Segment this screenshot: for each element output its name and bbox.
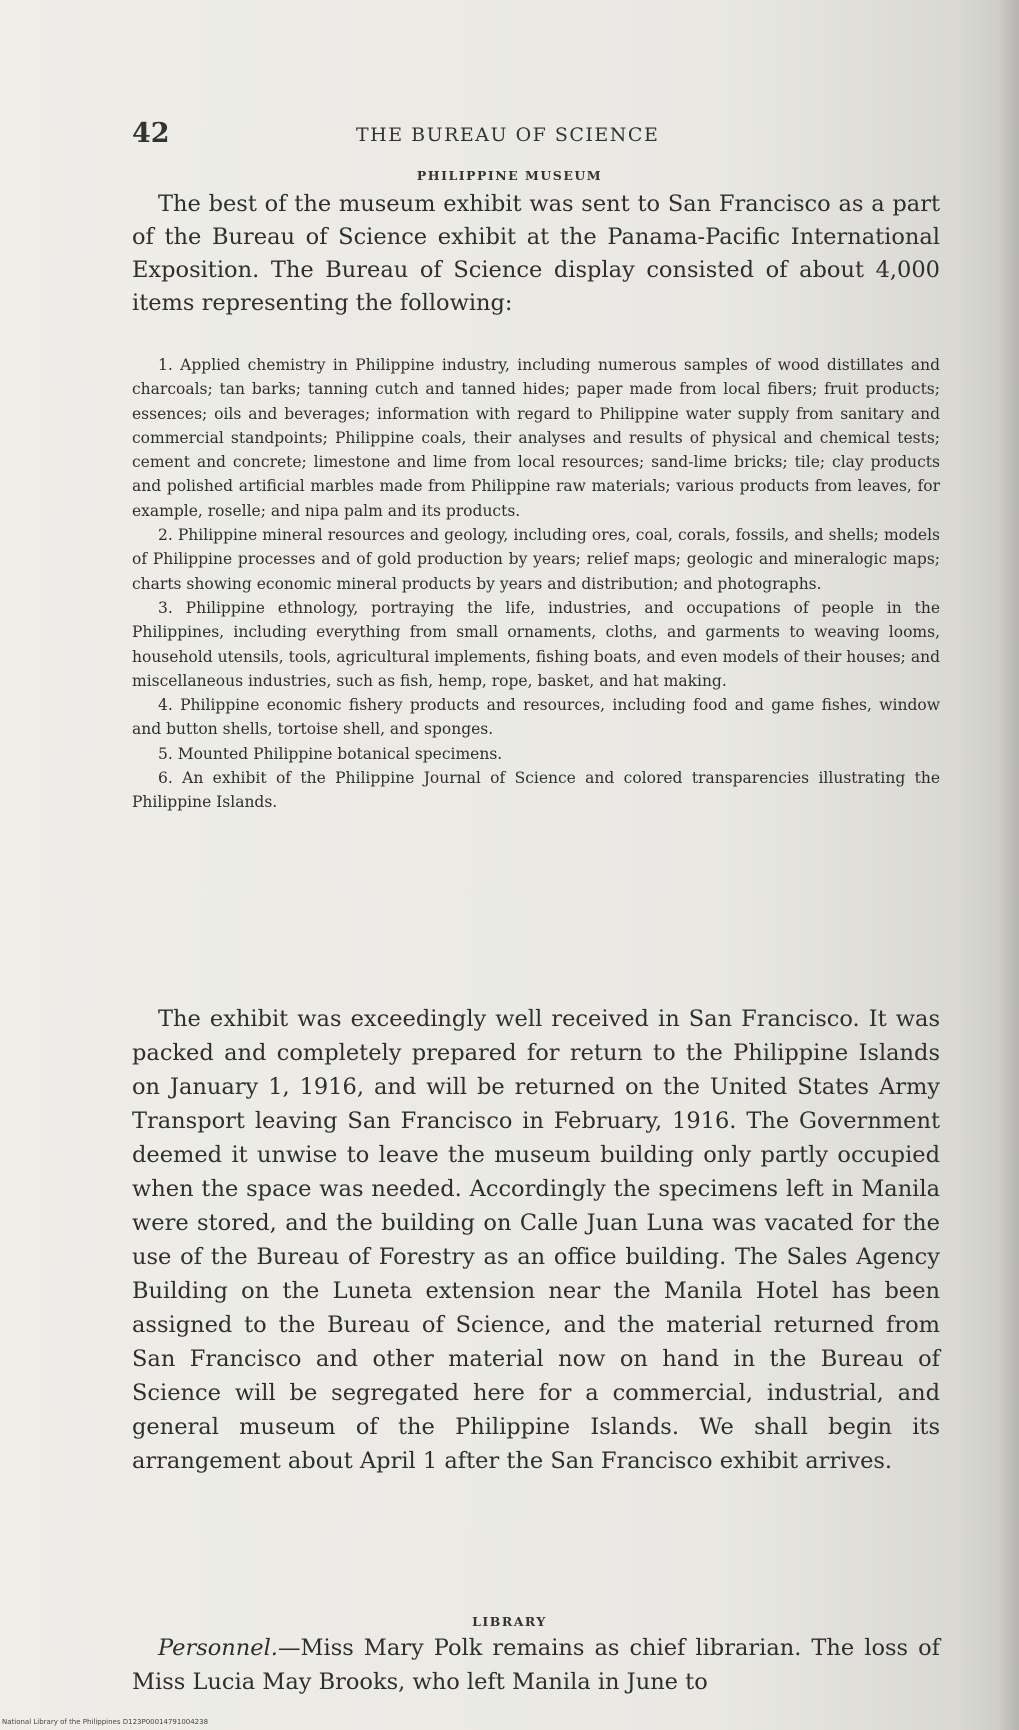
library-paragraph bbox=[132, 1631, 940, 1699]
page-number: 42 bbox=[132, 118, 170, 149]
list-item: 2. Philippine mineral resources and geology, including ores, coal, corals, fossils, and shells; models of Philippine processes and of gold production by years; relief maps; geologic and mineralogic maps; charts showing economic mineral products by years and distribution; and photographs. bbox=[132, 526, 940, 593]
list-item: 1. Applied chemistry in Philippine industry, including numerous samples of wood distillates and charcoals; tan barks; tanning cutch and tanned hides; paper made from local fibers; fruit products; essences; oils and beverages; information with regard to Philippine water supply from sanitary and commercial standpoints; Philippine coals, their analyses and results of physical and chemical tests; cement and concrete; limestone and lime from local resources; sand-lime bricks; tile; clay products and polished artificial marbles made from Philippine raw materials; various products from leaves, for example, roselle; and nipa palm and its products. bbox=[132, 356, 940, 520]
binding-shadow bbox=[997, 0, 1019, 1730]
personnel-text: —Miss Mary Polk remains as chief librarian. The loss of Miss Lucia May Brooks, who left Manila in June to bbox=[132, 1635, 940, 1695]
museum-intro bbox=[132, 188, 940, 320]
closing-paragraph: The exhibit was exceedingly well received in San Francisco. It was packed and completely prepared for return to the Philippine Islands on January 1, 1916, and will be returned on the United States Army Transport leaving San Francisco in February, 1916. The Government deemed it unwise to leave the museum building only partly occupied when the space was needed. Accordingly the specimens left in Manila were stored, and the building on Calle Juan Luna was vacated for the use of the Bureau of Forestry as an office building. The Sales Agency Building on the Luneta extension near the Manila Hotel has been assigned to the Bureau of Science, and the material returned from San Francisco and other material now on hand in the Bureau of Science will be segregated here for a commercial, industrial, and general museum of the Philippine Islands. We shall begin its arrangement about April 1 after the San Francisco exhibit arrives. bbox=[132, 1006, 940, 1474]
section-heading-museum: PHILIPPINE MUSEUM bbox=[416, 168, 603, 183]
scan-footer: National Library of the Philippines D123P00014791004238 bbox=[2, 1718, 209, 1726]
intro-paragraph: The best of the museum exhibit was sent to San Francisco as a part of the Bureau of Science exhibit at the Panama-Pacific International Exposition. The Bureau of Science display consisted of about 4,000 items representing the following: bbox=[132, 191, 940, 316]
list-item: 5. Mounted Philippine botanical specimens. bbox=[158, 744, 503, 763]
exhibit-list bbox=[132, 353, 940, 815]
list-item: 6. An exhibit of the Philippine Journal of Science and colored transparencies illustrating the Philippine Islands. bbox=[132, 769, 940, 812]
running-head: THE BUREAU OF SCIENCE bbox=[356, 124, 660, 146]
list-item: 4. Philippine economic fishery products and resources, including food and game fishes, window and button shells, tortoise shell, and sponges. bbox=[132, 696, 940, 739]
personnel-lead: Personnel. bbox=[158, 1635, 278, 1661]
museum-closing bbox=[132, 1002, 940, 1478]
library-text bbox=[132, 1631, 940, 1699]
section-heading-library: LIBRARY bbox=[472, 1614, 547, 1629]
page-header bbox=[132, 118, 932, 154]
list-item: 3. Philippine ethnology, portraying the life, industries, and occupations of people in the Philippines, including everything from small ornaments, cloths, and garments to weaving looms, household utensils, tools, agricultural implements, fishing boats, and even models of their houses; and miscellaneous industries, such as fish, hemp, rope, basket, and hat making. bbox=[132, 598, 940, 690]
